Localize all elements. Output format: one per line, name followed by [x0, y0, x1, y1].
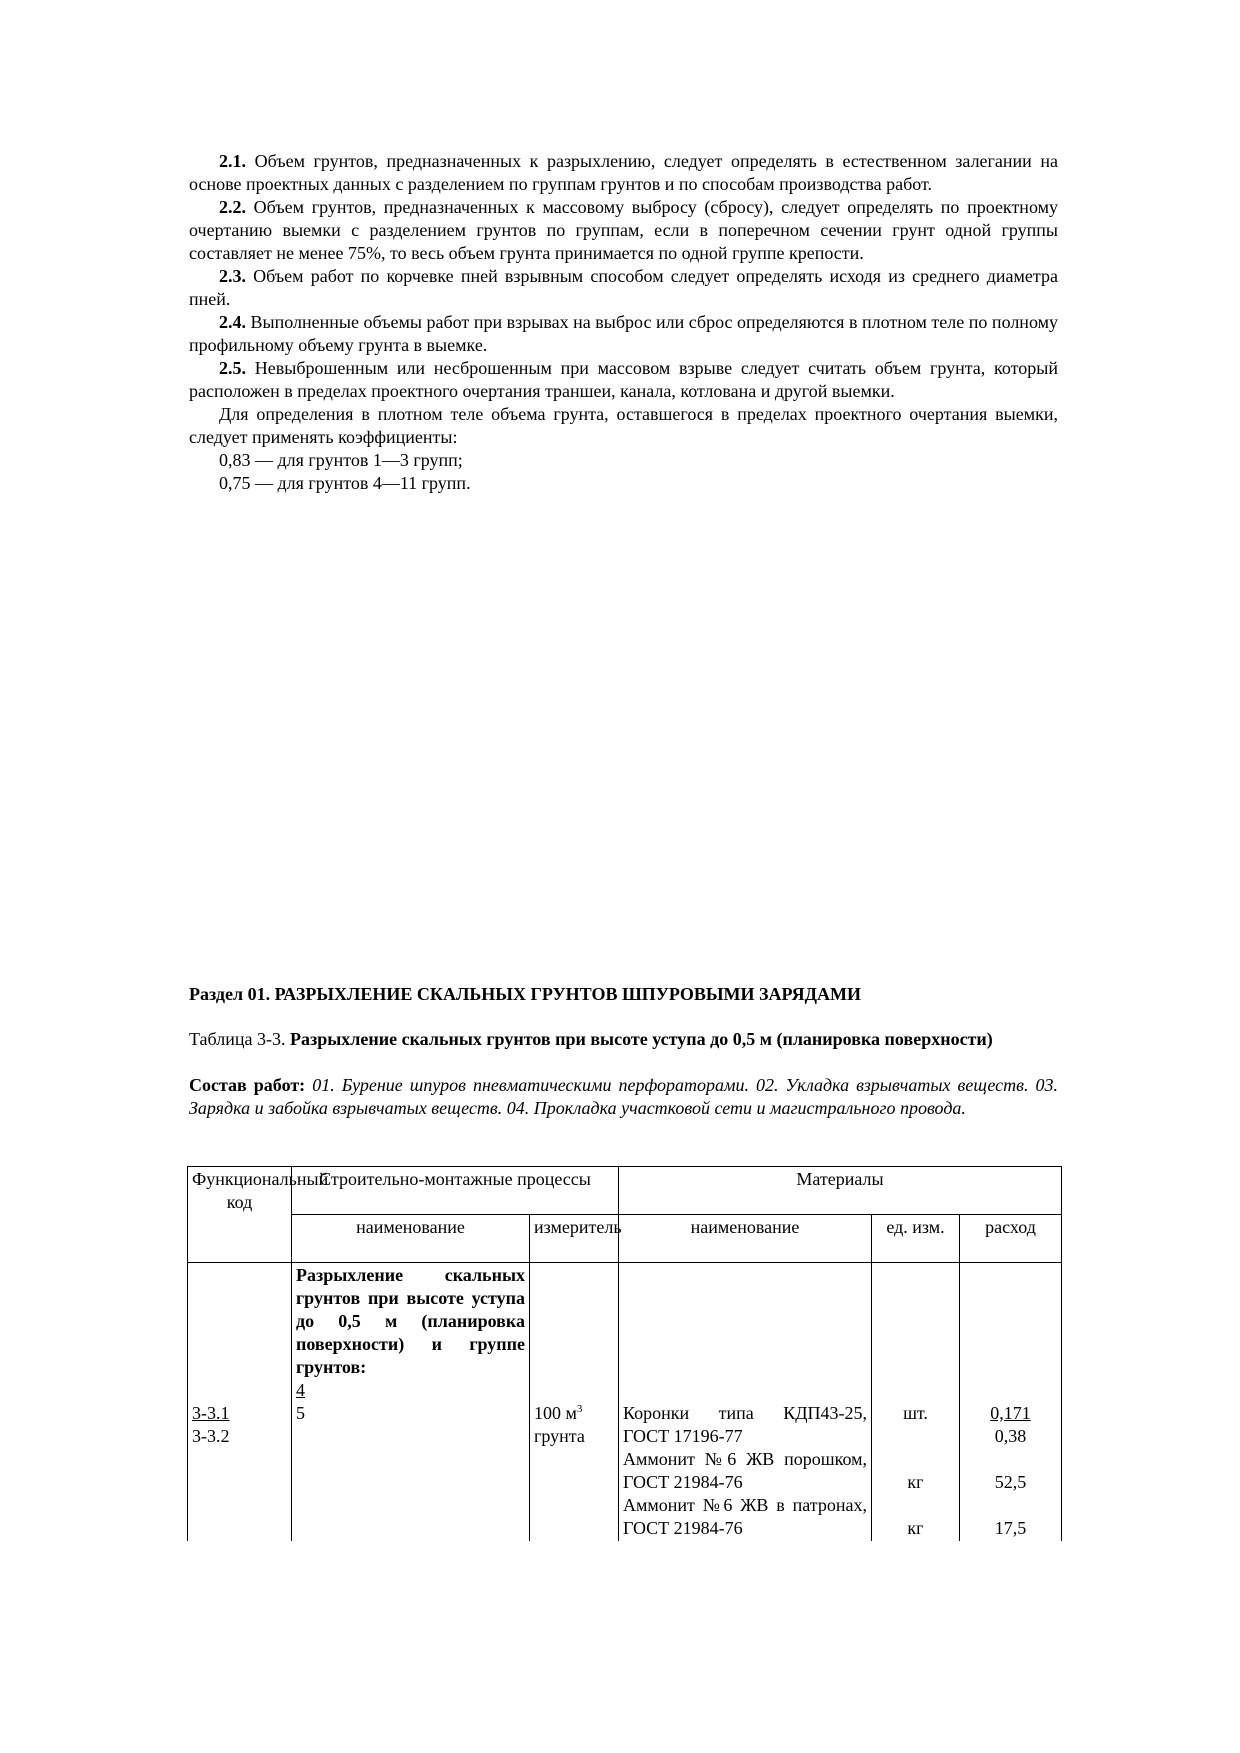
table-caption — [189, 1028, 1058, 1051]
code-1: 3-3.1 — [192, 1403, 230, 1423]
paragraph-number: 2.1. — [219, 151, 246, 171]
paragraph-text: Выполненные объемы работ при взрывах на выброс или сброс определяются в плотном теле по полному профильному объему грунта в выемке. — [189, 312, 1058, 355]
table-header-row — [188, 1167, 1062, 1215]
header-material-unit: ед. изм. — [872, 1215, 960, 1263]
material-3-qty: 17,5 — [994, 1518, 1027, 1538]
coefficient-line-2: 0,75 — для грунтов 4—11 групп. — [219, 473, 471, 493]
header-process-name: наименование — [292, 1215, 530, 1263]
paragraph-number: 2.5. — [219, 358, 246, 378]
paragraph-text: Объем грунтов, предназначенных к массовому выбросу (сбросу), следует определять по проектному очертанию выемки с разделением грунтов по группам, если в поперечном сечении грунт одной группы составляет не менее 75%, то весь объем грунта принимается по одной группе крепости. — [189, 197, 1058, 263]
paragraph-2-5 — [189, 357, 1058, 403]
header-material-name: наименование — [619, 1215, 872, 1263]
section-title: Раздел 01. РАЗРЫХЛЕНИЕ СКАЛЬНЫХ ГРУНТОВ ШПУРОВЫМИ ЗАРЯДАМИ — [189, 984, 861, 1004]
material-cell — [619, 1263, 872, 1542]
code-cell — [188, 1263, 292, 1542]
coefficient-line-1: 0,83 — для грунтов 1—3 групп; — [219, 450, 463, 470]
process-unit-cell — [530, 1263, 619, 1542]
group-1: 4 — [296, 1380, 305, 1400]
material-1: Коронки типа КДП43-25, ГОСТ 17196-77 — [623, 1403, 867, 1446]
material-2-qty: 52,5 — [994, 1472, 1027, 1492]
work-text: 01. Бурение шпуров пневматическими перфораторами. 02. Укладка взрывчатых веществ. 03. Зарядка и забойка взрывчатых веществ. 04. Прокладка участковой сети и магистрального провода. — [189, 1075, 1058, 1118]
material-2: Аммонит №6 ЖВ порошком, ГОСТ 21984-76 — [623, 1449, 867, 1492]
header-material-qty: расход — [960, 1215, 1062, 1263]
body-text — [189, 150, 1058, 495]
material-3: Аммонит №6 ЖВ в патронах, ГОСТ 21984-76 — [623, 1495, 867, 1538]
norms-table — [187, 1166, 1062, 1541]
material-qty-cell — [960, 1263, 1062, 1542]
material-3-unit: кг — [907, 1518, 924, 1538]
table-row — [188, 1263, 1062, 1542]
material-1-qty-1: 0,171 — [990, 1403, 1031, 1423]
paragraph-2-4 — [189, 311, 1058, 357]
process-unit-2: грунта — [534, 1426, 585, 1446]
work-label: Состав работ: — [189, 1075, 306, 1095]
material-2-unit: кг — [907, 1472, 924, 1492]
material-1-unit: шт. — [903, 1403, 928, 1423]
paragraph-2-3 — [189, 265, 1058, 311]
paragraph-2-1 — [189, 150, 1058, 196]
paragraph-text: Объем работ по корчевке пней взрывным способом следует определять исходя из среднего диаметра пней. — [189, 266, 1058, 309]
header-process-unit: измеритель — [530, 1215, 619, 1263]
header-code: Функциональный код — [188, 1167, 292, 1263]
table-caption-prefix: Таблица 3-3. — [189, 1029, 290, 1049]
paragraph-number: 2.4. — [219, 312, 246, 332]
paragraph-2-2 — [189, 196, 1058, 265]
paragraph-number: 2.3. — [219, 266, 246, 286]
table-subheader-row — [188, 1215, 1062, 1263]
paragraph-text: Невыброшенным или несброшенным при массовом взрыве следует считать объем грунта, который расположен в пределах проектного очертания траншеи, канала, котлована и другой выемки. — [189, 358, 1058, 401]
material-1-qty-2: 0,38 — [994, 1426, 1027, 1446]
process-cell — [292, 1263, 530, 1542]
header-processes: Строительно-монтажные процессы — [292, 1167, 619, 1215]
table-caption-title: Разрыхление скальных грунтов при высоте уступа до 0,5 м (планировка поверхности) — [289, 1029, 993, 1049]
header-materials: Материалы — [619, 1167, 1062, 1215]
group-title: Разрыхление скальных грунтов при высоте уступа до 0,5 м (планировка поверхности) и группе грунтов: — [296, 1265, 525, 1377]
paragraph-text: Объем грунтов, предназначенных к разрыхлению, следует определять в естественном залегании на основе проектных данных с разделением по группам грунтов и по способам производства работ. — [189, 151, 1058, 194]
code-2: 3-3.2 — [192, 1426, 230, 1446]
coefficient-intro: Для определения в плотном теле объема грунта, оставшегося в пределах проектного очертания выемки, следует применять коэффициенты: — [189, 404, 1058, 447]
group-2: 5 — [296, 1403, 305, 1423]
paragraph-number: 2.2. — [219, 197, 246, 217]
material-unit-cell — [872, 1263, 960, 1542]
process-unit: 100 $м^3$ — [534, 1403, 583, 1423]
work-composition — [189, 1074, 1058, 1120]
